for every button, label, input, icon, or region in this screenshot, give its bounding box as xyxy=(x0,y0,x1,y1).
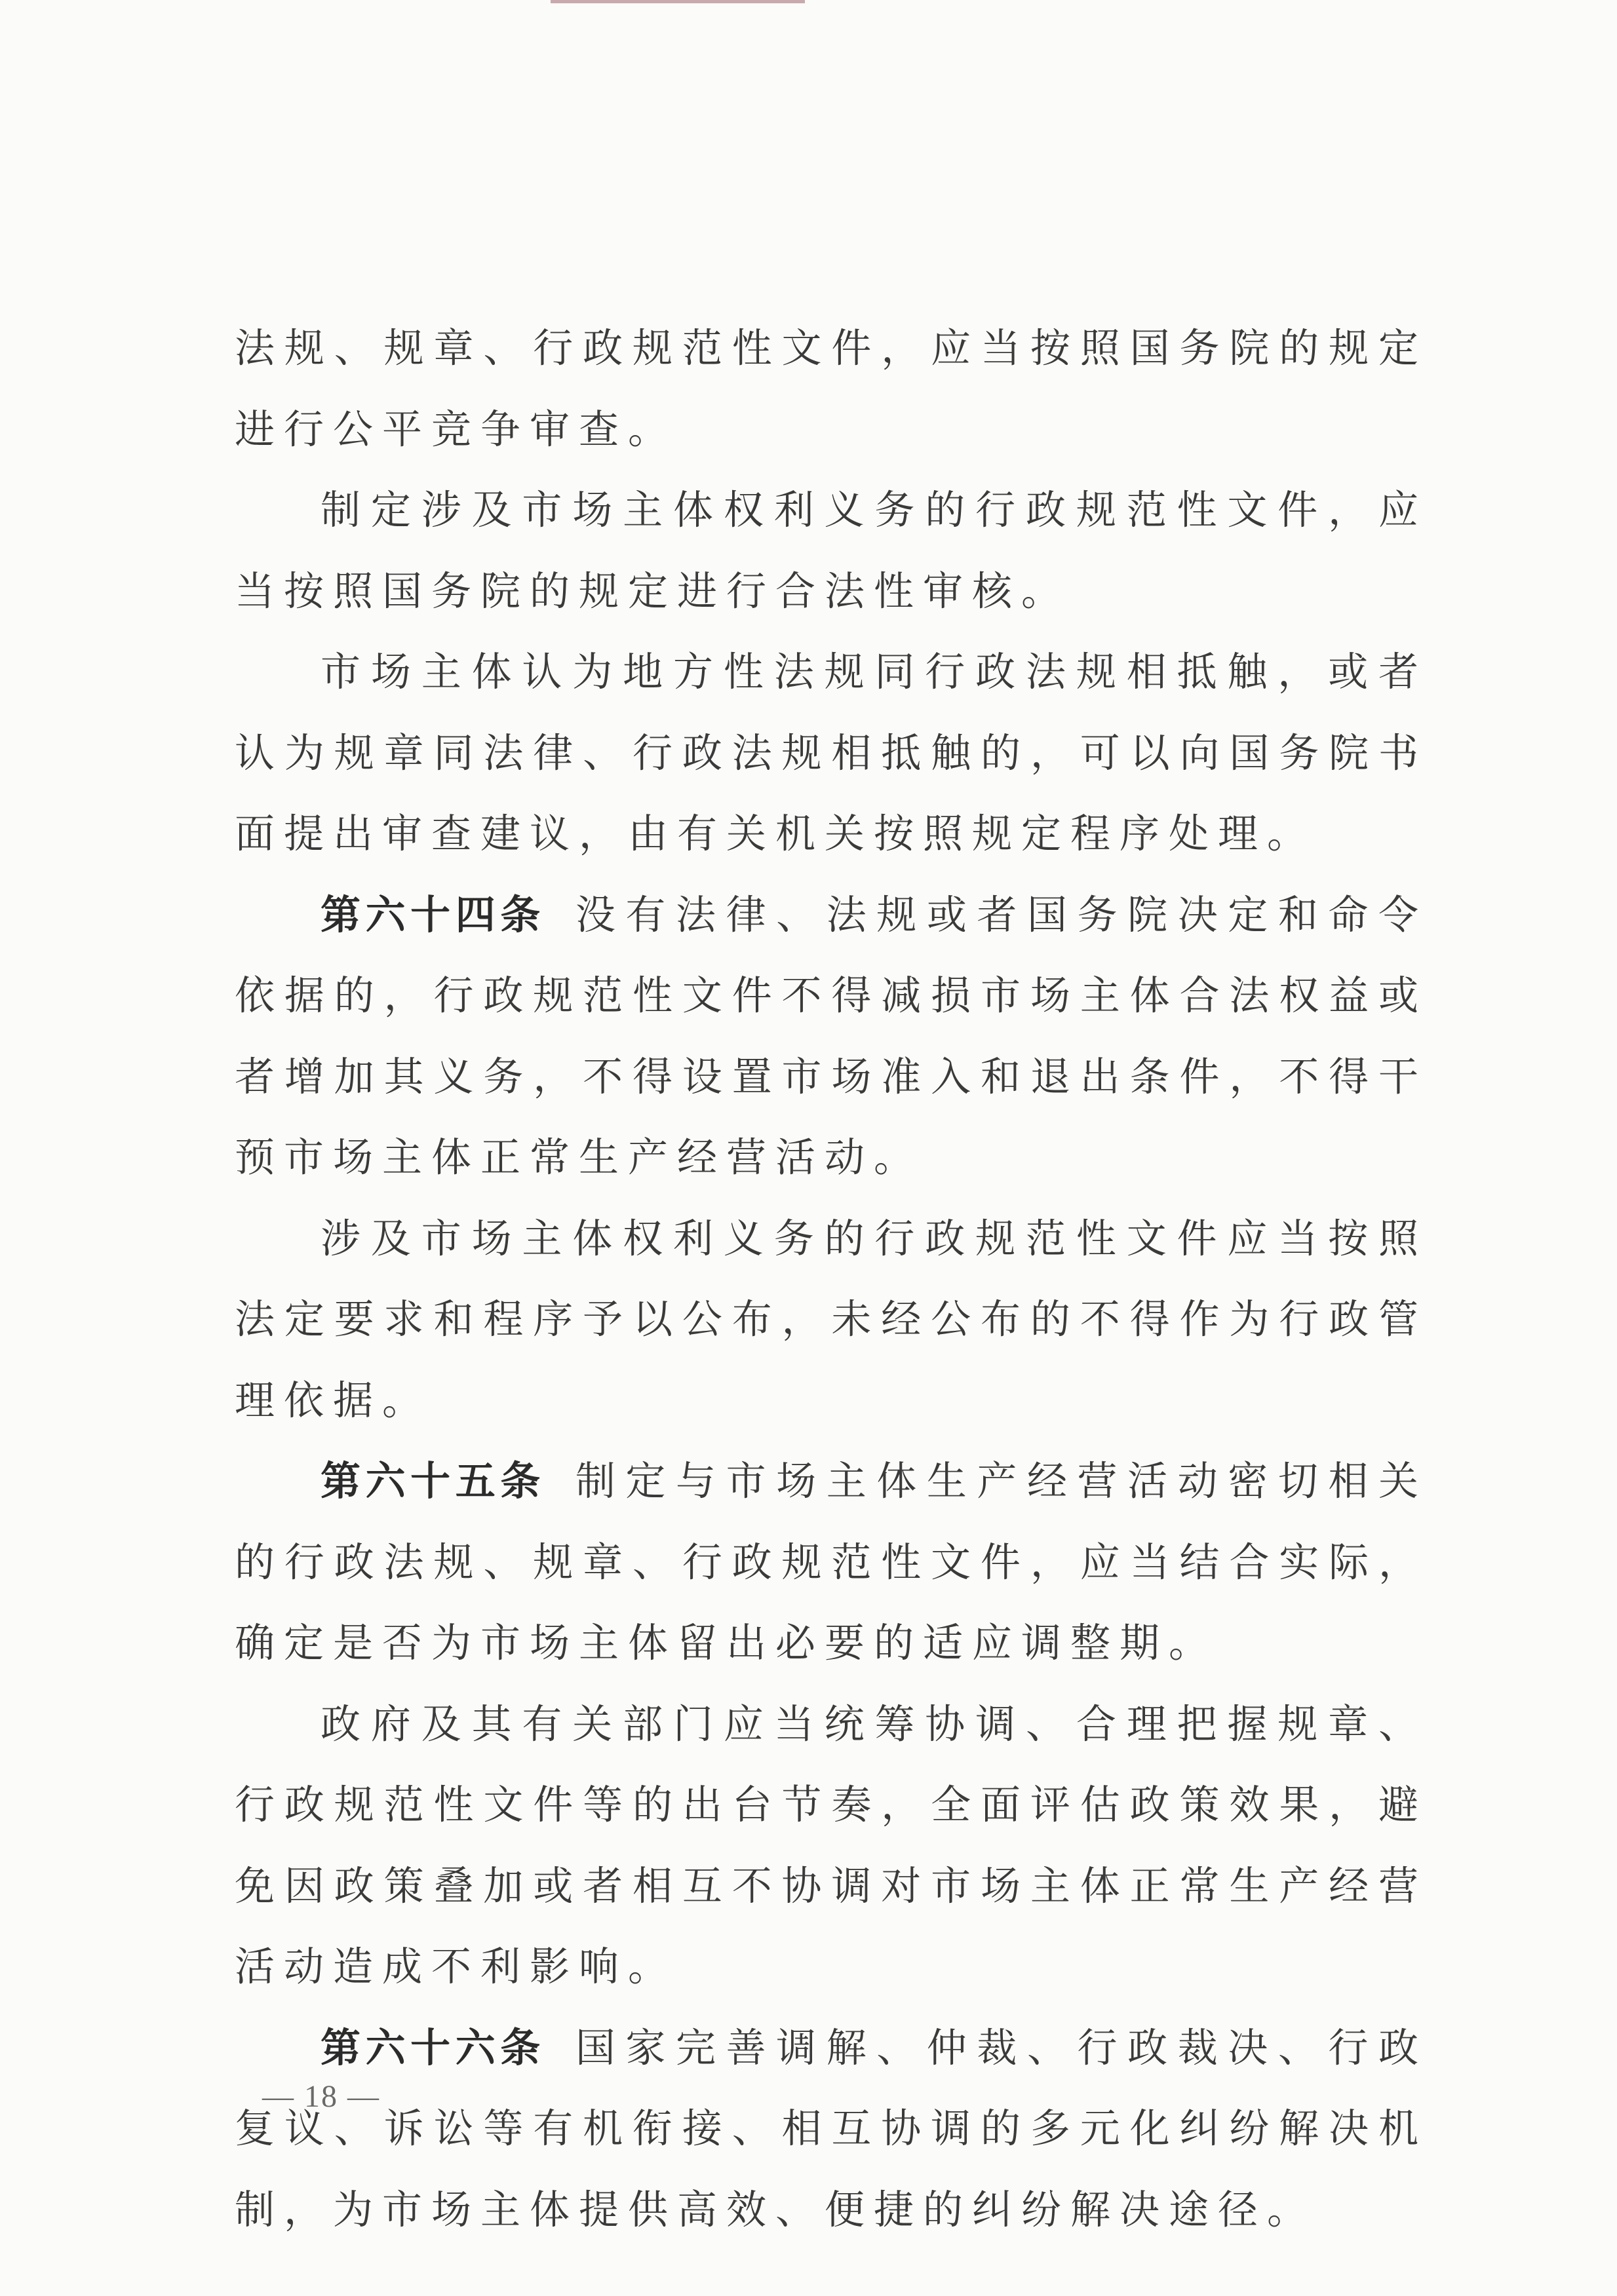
article-label: 第六十六条 xyxy=(321,2024,545,2071)
article-65 xyxy=(235,1441,1428,1684)
paragraph: 涉及市场主体权利义务的行政规范性文件应当按照法定要求和程序予以公布，未经公布的不得作为行政管理依据。 xyxy=(235,1215,1428,1424)
article-text: 制定与市场主体生产经营活动密切相关的行政法规、规章、行政规范性文件，应当结合实际，确定是否为市场主体留出必要的适应调整期。 xyxy=(235,1458,1428,1666)
page-number: — 18 — xyxy=(262,2079,380,2114)
paragraph: 制定涉及市场主体权利义务的行政规范性文件，应当按照国务院的规定进行合法性审核。 xyxy=(235,487,1428,615)
article-text: 国家完善调解、仲裁、行政裁决、行政复议、诉讼等有机衔接、相互协调的多元化纠纷解决机制，为市场主体提供高效、便捷的纠纷解决途径。 xyxy=(235,2024,1428,2233)
article-label: 第六十五条 xyxy=(321,1458,545,1504)
paragraph: 政府及其有关部门应当统筹协调、合理把握规章、行政规范性文件等的出台节奏，全面评估政策效果，避免因政策叠加或者相互不协调对市场主体正常生产经营活动造成不利影响。 xyxy=(235,1700,1428,1990)
article-label: 第六十四条 xyxy=(321,891,545,938)
top-rule-decoration xyxy=(551,0,805,3)
paragraph: 市场主体认为地方性法规同行政法规相抵触，或者认为规章同法律、行政法规相抵触的，可以向国务院书面提出审查建议，由有关机关按照规定程序处理。 xyxy=(235,649,1428,857)
article-text: 没有法律、法规或者国务院决定和命令依据的，行政规范性文件不得减损市场主体合法权益或者增加其义务，不得设置市场准入和退出条件，不得干预市场主体正常生产经营活动。 xyxy=(235,891,1428,1181)
article-64 xyxy=(235,875,1428,1198)
paragraph-continuation: 法规、规章、行政规范性文件，应当按照国务院的规定进行公平竞争审查。 xyxy=(235,325,1428,453)
article-66 xyxy=(235,2008,1428,2251)
document-body xyxy=(235,308,1428,2250)
